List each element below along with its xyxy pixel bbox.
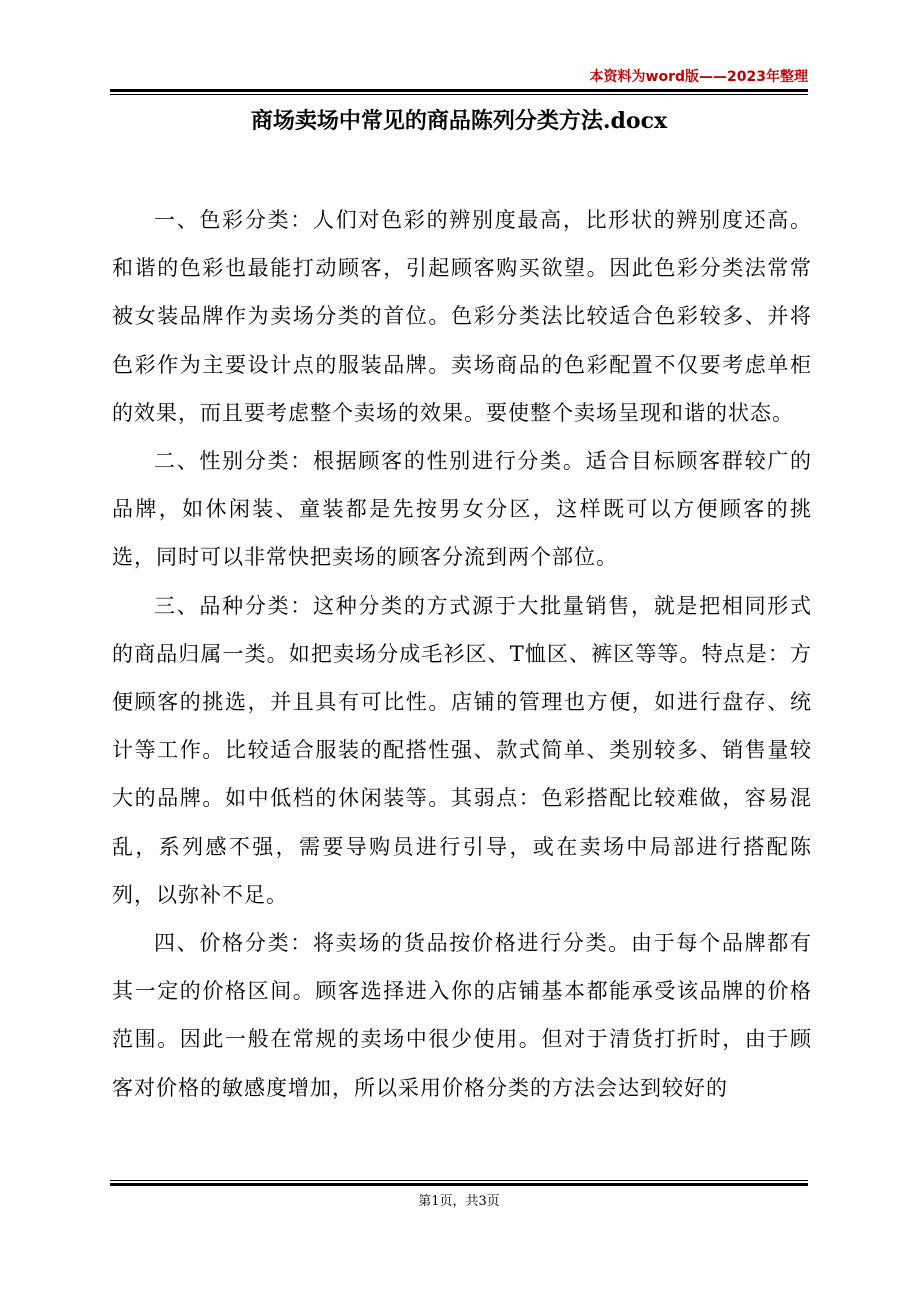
- footer-rule-thick: [110, 1183, 808, 1186]
- document-title: 商场卖场中常见的商品陈列分类方法.docx: [250, 108, 668, 134]
- header-rule-thick: [110, 89, 808, 92]
- paragraph-variety-classification: 三、品种分类：这种分类的方式源于大批量销售，就是把相同形式的商品归属一类。如把卖场分成毛衫区、T恤区、裤区等等。特点是：方便顾客的挑选，并且具有可比性。店铺的管理也方便，如进行盘存、统计等工作。比较适合服装的配搭性强、款式简单、类别较多、销售量较大的品牌。如中低档的休闲装等。其弱点：色彩搭配比较难做，容易混乱，系列感不强，需要导购员进行引导，或在卖场中局部进行搭配陈列，以弥补不足。: [112, 593, 812, 907]
- footer-rule-thin: [110, 1180, 808, 1181]
- document-body: [112, 196, 812, 1112]
- paragraph-color-classification: 一、色彩分类：人们对色彩的辨别度最高，比形状的辨别度还高。和谐的色彩也最能打动顾客，引起顾客购买欲望。因此色彩分类法常常被女装品牌作为卖场分类的首位。色彩分类法比较适合色彩较多、并将色彩作为主要设计点的服装品牌。卖场商品的色彩配置不仅要考虑单柜的效果，而且要考虑整个卖场的效果。要使整个卖场呈现和谐的状态。: [112, 208, 812, 425]
- header-note: 本资料为word版——2023年整理: [589, 69, 808, 85]
- paragraph-price-classification: 四、价格分类：将卖场的货品按价格进行分类。由于每个品牌都有其一定的价格区间。顾客选择进入你的店铺基本都能承受该品牌的价格范围。因此一般在常规的卖场中很少使用。但对于清货打折时，由于顾客对价格的敏感度增加，所以采用价格分类的方法会达到较好的: [112, 931, 812, 1100]
- header-rule-thin: [110, 94, 808, 95]
- paragraph-gender-classification: 二、性别分类：根据顾客的性别进行分类。适合目标顾客群较广的品牌，如休闲装、童装都是先按男女分区，这样既可以方便顾客的挑选，同时可以非常快把卖场的顾客分流到两个部位。: [112, 449, 812, 570]
- page-number: 第1页，共3页: [418, 1194, 500, 1209]
